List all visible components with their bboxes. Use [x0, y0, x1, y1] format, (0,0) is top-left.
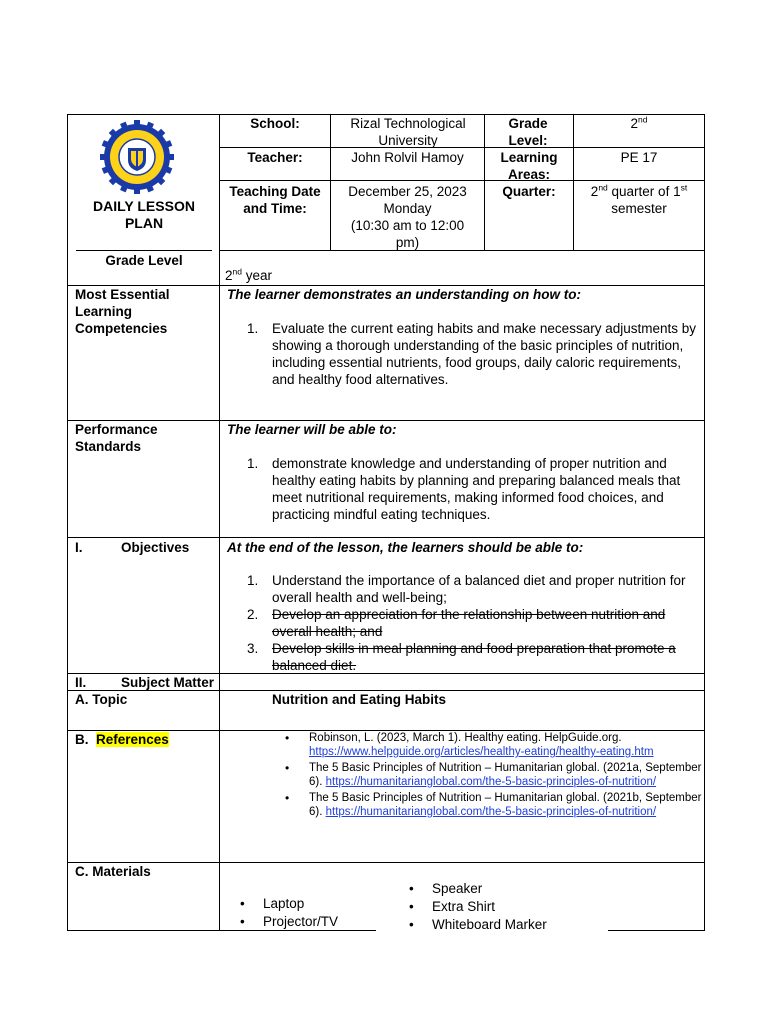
quarter-value: 2nd quarter of 1st semester — [590, 182, 688, 216]
school-label: School: — [250, 116, 300, 131]
list-item: • Laptop — [240, 895, 338, 913]
teaching-date-label: Teaching Date and Time: — [229, 184, 321, 216]
subject-matter-label: Subject Matter — [121, 675, 215, 690]
list-item: • The 5 Basic Principles of Nutrition – Humanitarian global. (2021a, September 6). https://humanitarianglobal.com/the-5-basic-principles-of-nutrition/ — [285, 761, 703, 789]
university-seal-icon — [100, 120, 174, 194]
melc-list — [247, 320, 697, 388]
grade-level-heading: Grade Level — [105, 253, 183, 268]
school-value: Rizal Technological University — [350, 116, 466, 148]
topic-label: A. Topic — [75, 692, 128, 707]
objectives-roman: I. — [75, 540, 83, 555]
topic-value: Nutrition and Eating Habits — [272, 692, 446, 707]
learning-areas-value: PE 17 — [620, 150, 658, 165]
teaching-date-value — [331, 183, 484, 251]
grade-value — [574, 115, 704, 132]
list-item: • Speaker — [409, 880, 547, 898]
melc-label: Most Essential Learning Competencies — [75, 287, 170, 336]
performance-lead: The learner will be able to: — [227, 422, 397, 437]
subject-matter-roman: II. — [75, 675, 87, 690]
teaching-day: Monday — [383, 201, 432, 216]
list-item: • Extra Shirt — [409, 898, 547, 916]
melc-lead: The learner demonstrates an understanding on how to: — [227, 287, 582, 302]
grade-label: Grade Level: — [508, 116, 548, 148]
references-label: B. References — [75, 732, 169, 747]
teaching-date: December 25, 2023 — [348, 184, 467, 199]
objectives-label: Objectives — [121, 540, 190, 555]
reference-link[interactable]: https://humanitarianglobal.com/the-5-basic-principles-of-nutrition/ — [325, 776, 657, 788]
list-item: • The 5 Basic Principles of Nutrition – Humanitarian global. (2021b, September 6). https://humanitarianglobal.com/the-5-basic-principles-of-nutrition/ — [285, 791, 703, 819]
grade-suffix: nd — [638, 114, 648, 125]
teacher-label: Teacher: — [247, 150, 303, 165]
reference-link[interactable]: https://www.helpguide.org/articles/healthy-eating/healthy-eating.htm — [309, 746, 654, 758]
grade-number: 2 — [630, 116, 639, 131]
materials-list-left — [240, 895, 338, 931]
performance-label: Performance Standards — [75, 422, 158, 454]
quarter-label: Quarter: — [502, 184, 556, 199]
materials-label: C. Materials — [75, 864, 151, 879]
objectives-list — [247, 572, 695, 674]
teacher-value: John Rolvil Hamoy — [351, 150, 464, 165]
list-item: 3. Develop skills in meal planning and food preparation that promote a balanced diet. — [247, 641, 676, 673]
references-list — [285, 731, 703, 821]
list-item: • Whiteboard Marker — [409, 916, 547, 934]
performance-list — [247, 455, 699, 523]
learning-areas-label: Learning Areas: — [500, 150, 558, 182]
list-item: 1. Evaluate the current eating habits and make necessary adjustments by showing a thorough understanding of the basic principles of nutrition, including essential nutrients, food groups, daily caloric requirements, and healthy food alternatives. — [247, 321, 696, 387]
teaching-time: (10:30 am to 12:00 pm) — [350, 218, 465, 250]
list-item: 1. demonstrate knowledge and understanding of proper nutrition and healthy eating habits by planning and preparing balanced meals that meet nutritional requirements, making informed food choices, and practicing mindful eating techniques. — [247, 456, 681, 522]
list-item: 1. Understand the importance of a balanced diet and proper nutrition for overall health and well-being; — [247, 573, 686, 605]
list-item: 2. Develop an appreciation for the relationship between nutrition and overall health; and — [247, 607, 666, 639]
reference-link[interactable]: https://humanitarianglobal.com/the-5-basic-principles-of-nutrition/ — [325, 806, 657, 818]
materials-list-right — [409, 880, 547, 934]
list-item: • Projector/TV — [240, 913, 338, 931]
lesson-plan-title: DAILY LESSON PLAN — [93, 198, 195, 231]
objectives-lead: At the end of the lesson, the learners should be able to: — [227, 540, 584, 555]
list-item: • Robinson, L. (2023, March 1). Healthy eating. HelpGuide.org. https://www.helpguide.org/articles/healthy-eating/healthy-eating.htm — [285, 731, 703, 759]
grade-level-value: 2nd year — [225, 266, 273, 283]
